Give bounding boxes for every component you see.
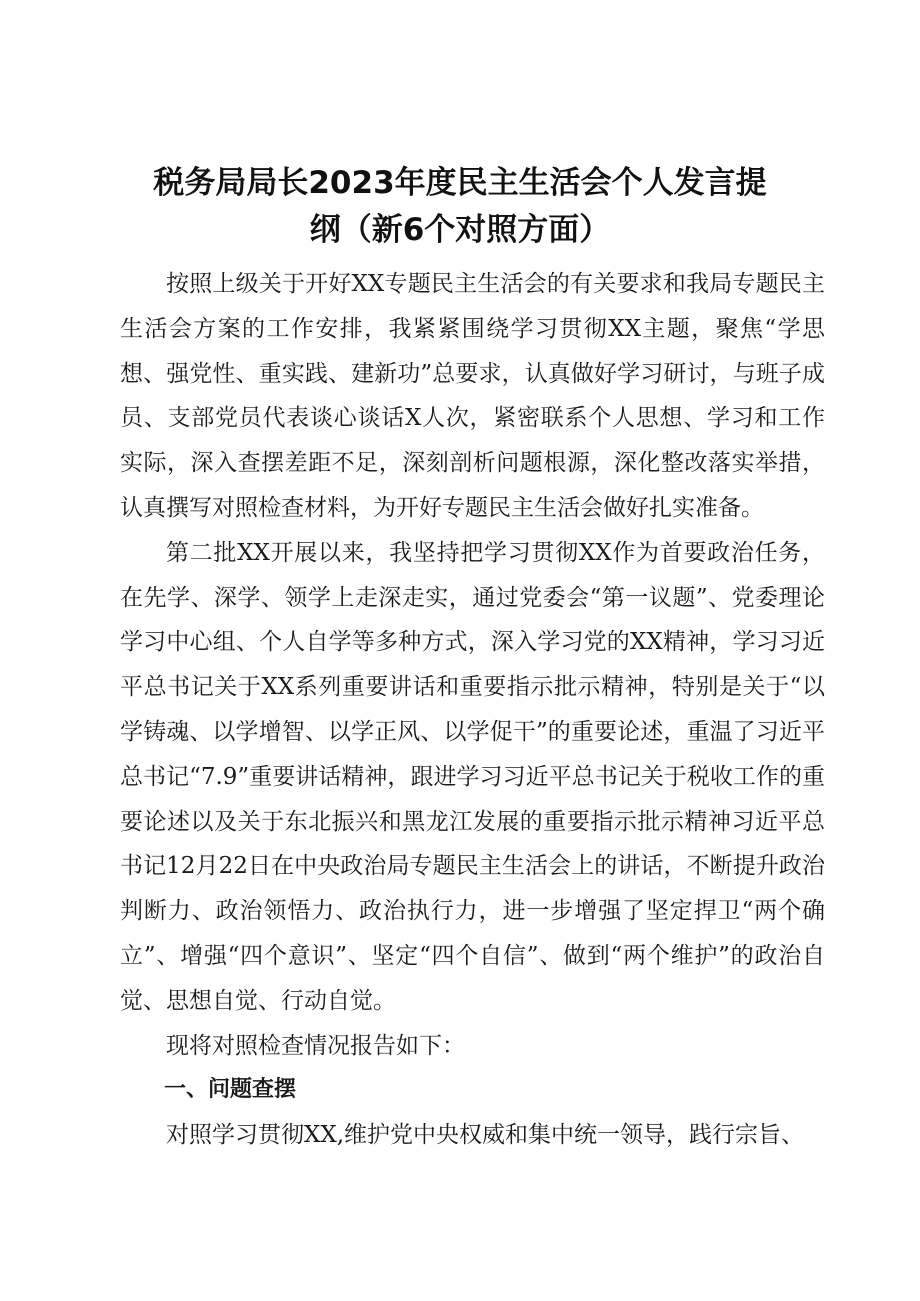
study-paragraph: 第二批XX开展以来，我坚持把学习贯彻XX作为首要政治任务，在先学、深学、领学上走深走实，通过党委会“第一议题”、党委理论学习中心组、个人自学等多种方式，深入学习党的XX精神，学习习近平总书记关于XX系列重要讲话和重要指示批示精神，特别是关于“以学铸魂、以学增智、以学正风、以学促干”的重要论述，重温了习近平总书记“7.9”重要讲话精神，跟进学习习近平总书记关于税收工作的重要论述以及关于东北振兴和黑龙江发展的重要指示批示精神习近平总书记12月22日在中央政治局专题民主生活会上的讲话，不断提升政治判断力、政治领悟力、政治执行力，进一步增强了坚定捍卫“两个确立”、增强“四个意识”、坚定“四个自信”、做到“两个维护”的政治自觉、思想自觉、行动自觉。 [120, 539, 825, 1014]
intro-paragraph: 按照上级关于开好XX专题民主生活会的有关要求和我局专题民主生活会方案的工作安排，我紧紧围绕学习贯彻XX主题，聚焦“学思想、强党性、重实践、建新功”总要求，认真做好学习研讨，与班子成员、支部党员代表谈心谈话X人次，紧密联系个人思想、学习和工作实际，深入查摆差距不足，深刻剖析问题根源，深化整改落实举措，认真撰写对照检查材料，为开好专题民主生活会做好扎实准备。 [120, 271, 825, 521]
section-heading-problems: 一、问题查摆 [164, 1077, 297, 1103]
report-lead-paragraph: 现将对照检查情况报告如下： [166, 1032, 465, 1059]
problems-paragraph: 对照学习贯彻XX,维护党中央权威和集中统一领导，践行宗旨、 [166, 1122, 805, 1149]
document-title: 税务局局长2023年度民主生活会个人发言提纲（新6个对照方面） [153, 165, 767, 248]
document-body [120, 262, 825, 1158]
